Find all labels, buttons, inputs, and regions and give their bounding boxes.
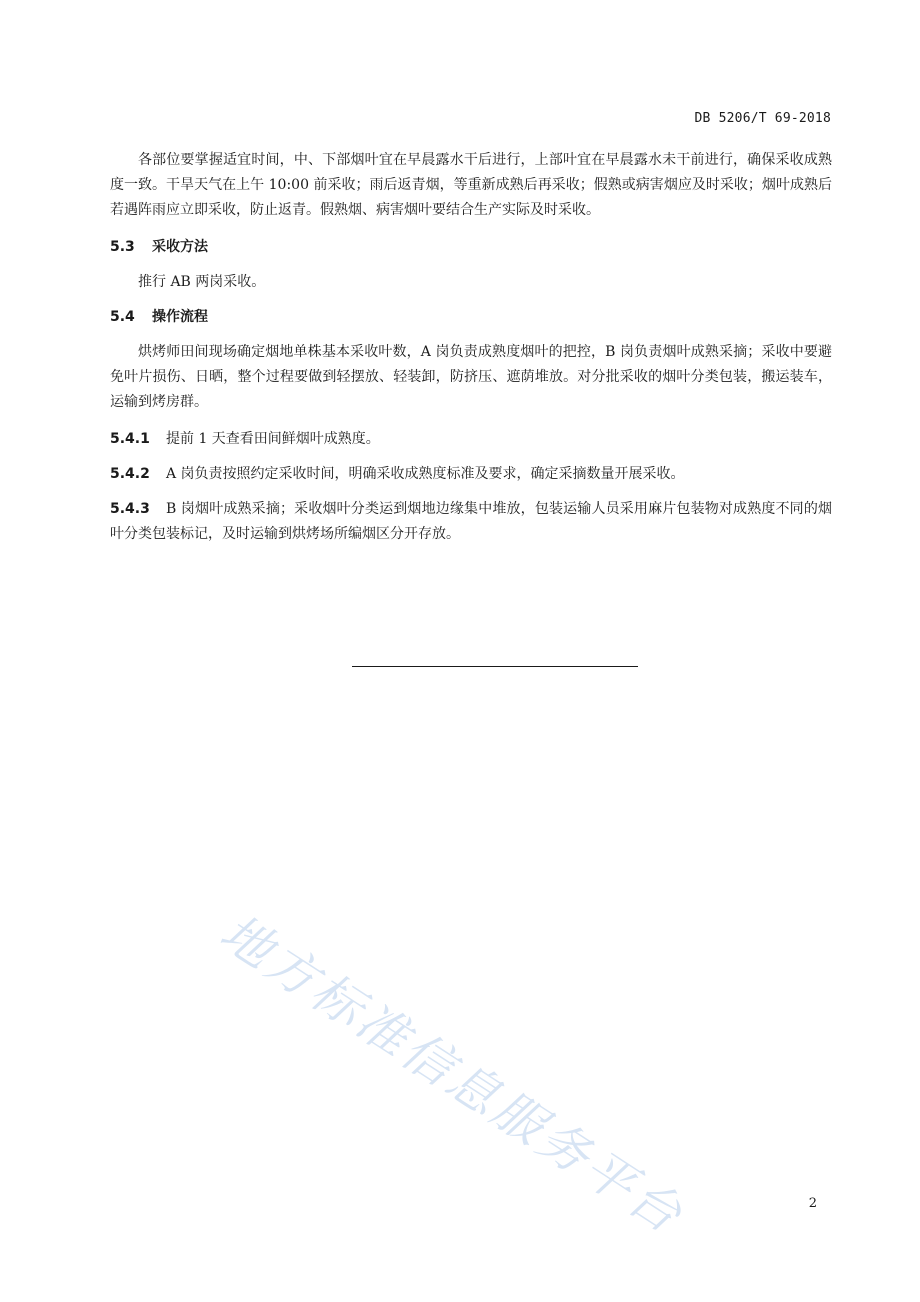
document-body [110, 148, 832, 547]
section-5-3-body: 推行 AB 两岗采收。 [138, 274, 266, 290]
end-of-document-rule [352, 666, 638, 667]
item-text: 提前 1 天查看田间鲜烟叶成熟度。 [166, 431, 380, 447]
section-number: 5.4 [110, 309, 135, 325]
page-number: 2 [808, 1196, 817, 1211]
intro-paragraph: 各部位要掌握适宜时间，中、下部烟叶宜在早晨露水干后进行，上部叶宜在早晨露水未干前进行，确保采收成熟度一致。干旱天气在上午 10:00 前采收；雨后返青烟，等重新成熟后再采收；假熟或病害烟应及时采收；烟叶成熟后若遇阵雨应立即采收，防止返青。假熟烟、病害烟叶要结合生产实际及时采收。 [110, 152, 832, 218]
section-5-3-heading [110, 235, 832, 260]
section-title: 采收方法 [152, 239, 208, 255]
section-title: 操作流程 [152, 309, 208, 325]
item-5-4-1 [110, 427, 832, 452]
item-text: B 岗烟叶成熟采摘；采收烟叶分类运到烟地边缘集中堆放，包装运输人员采用麻片包装物对成熟度不同的烟叶分类包装标记，及时运输到烘烤场所编烟区分开存放。 [110, 501, 832, 542]
section-5-4-body: 烘烤师田间现场确定烟地单株基本采收叶数，A 岗负责成熟度烟叶的把控，B 岗负责烟叶成熟采摘；采收中要避免叶片损伤、日晒，整个过程要做到轻摆放、轻装卸，防挤压、遮荫堆放。对分批采收的烟叶分类包装，搬运装车，运输到烤房群。 [110, 344, 832, 410]
item-number: 5.4.1 [110, 431, 150, 447]
item-number: 5.4.2 [110, 466, 150, 482]
document-id: DB 5206/T 69-2018 [694, 111, 831, 126]
item-number: 5.4.3 [110, 501, 150, 517]
watermark: 地方标准信息服务平台 [210, 903, 695, 1246]
item-text: A 岗负责按照约定采收时间，明确采收成熟度标准及要求，确定采摘数量开展采收。 [166, 466, 685, 482]
item-5-4-2 [110, 462, 832, 487]
item-5-4-3 [110, 497, 832, 547]
section-5-4-heading [110, 305, 832, 330]
section-number: 5.3 [110, 239, 135, 255]
